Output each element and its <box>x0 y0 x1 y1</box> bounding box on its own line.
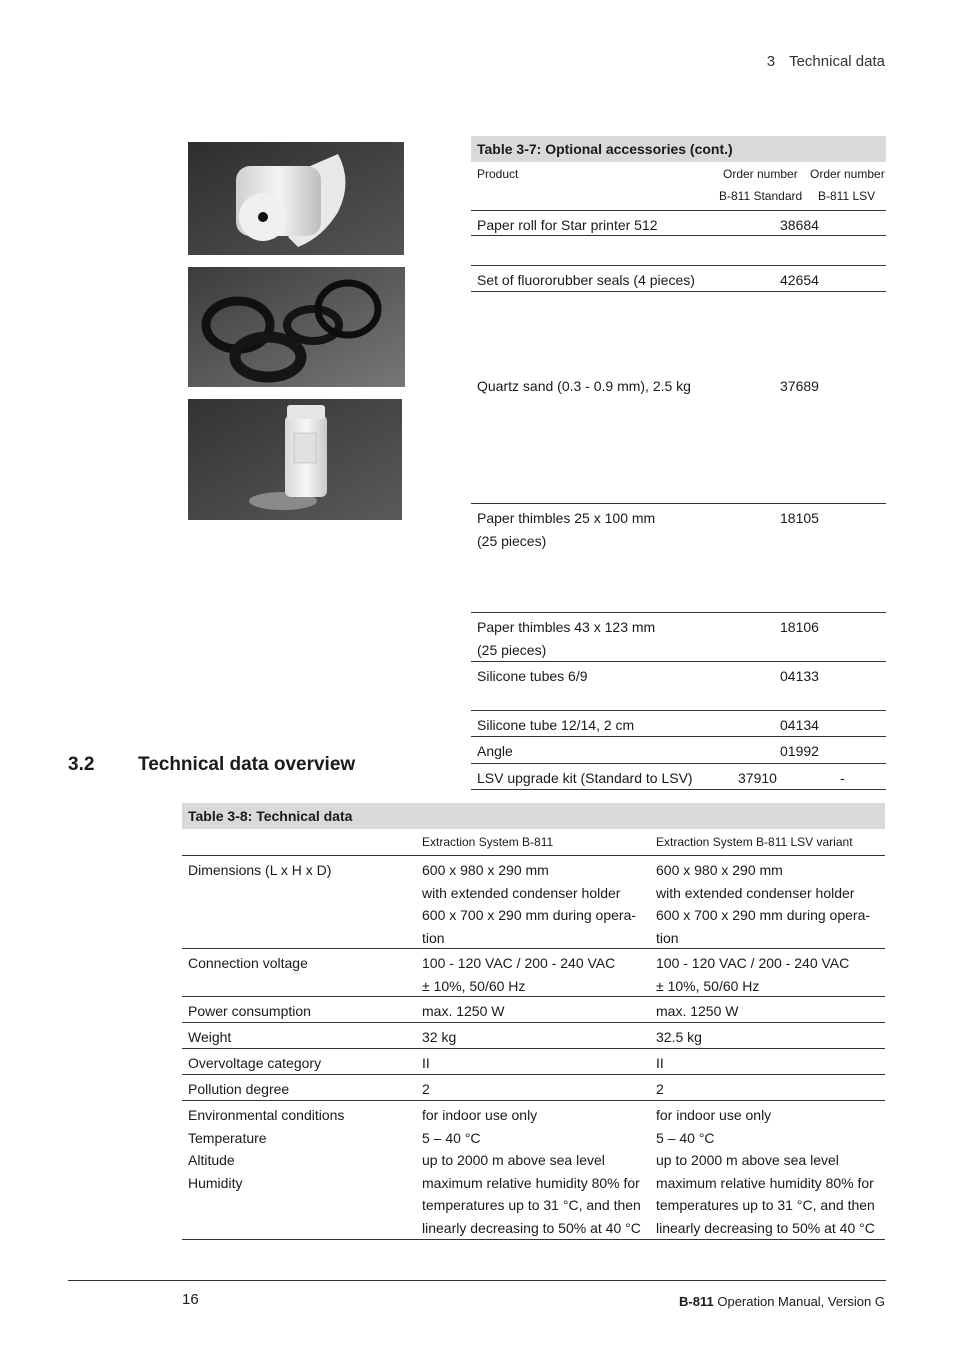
chapter-title: Technical data <box>789 53 885 70</box>
running-header <box>767 53 885 70</box>
header-product: Product <box>477 167 519 181</box>
cell-line: Environmental conditions <box>188 1107 345 1123</box>
table-row <box>182 997 885 1023</box>
cell-line: Pollution degree <box>188 1081 290 1097</box>
cell-line: Connection voltage <box>188 955 308 971</box>
product-line: Silicone tube 12/14, 2 cm <box>477 717 635 733</box>
lsv-value-cell <box>656 952 849 997</box>
order-number-standard: 01992 <box>780 743 819 759</box>
table-row <box>471 372 886 504</box>
standard-value-cell <box>422 1000 504 1023</box>
property-cell <box>188 1000 311 1023</box>
product-cell <box>477 375 691 398</box>
table-row <box>182 949 885 997</box>
cell-line: 100 - 120 VAC / 200 - 240 VAC <box>656 955 850 971</box>
cell-line: tion <box>422 929 445 946</box>
footer-doc-title: Operation Manual, Version G <box>713 1294 885 1309</box>
product-cell <box>477 214 658 237</box>
property-cell <box>188 859 331 882</box>
table-row <box>471 613 886 662</box>
order-number-standard: 04134 <box>780 717 819 733</box>
cell-line: ± 10%, 50/60 Hz <box>656 977 760 994</box>
product-line: Silicone tubes 6/9 <box>477 668 588 684</box>
property-cell <box>188 952 308 975</box>
order-number-standard: 37910 <box>738 770 777 786</box>
product-cell <box>477 507 655 553</box>
order-number-standard: 42654 <box>780 272 819 288</box>
product-line: (25 pieces) <box>477 533 547 549</box>
cell-line: for indoor use only <box>422 1107 538 1123</box>
product-line: Paper thimbles 43 x 123 mm <box>477 619 656 635</box>
table-body <box>471 211 886 790</box>
product-line: Angle <box>477 743 513 759</box>
cell-line: temperatures up to 31 °C, and then <box>656 1197 875 1214</box>
standard-value-cell <box>422 859 636 949</box>
cell-line: Power consumption <box>188 1003 311 1019</box>
footer-product: B-811 <box>679 1294 714 1309</box>
table-row <box>471 711 886 737</box>
footer-rule <box>68 1280 886 1281</box>
cell-line: 32 kg <box>422 1029 457 1045</box>
product-cell <box>477 767 693 790</box>
page-number: 16 <box>182 1291 199 1308</box>
lsv-value-cell <box>656 1026 702 1049</box>
property-cell <box>188 1078 289 1101</box>
accessories-table <box>471 136 886 790</box>
table-row <box>182 1075 885 1101</box>
table-header-row <box>471 162 886 211</box>
photo-seals <box>188 267 405 387</box>
section-title: Technical data overview <box>138 754 356 775</box>
product-line: Paper roll for Star printer 512 <box>477 217 658 233</box>
order-number-lsv: - <box>840 770 845 786</box>
cell-line: 32.5 kg <box>656 1029 702 1045</box>
table-row <box>182 1101 885 1240</box>
cell-line: with extended condenser holder <box>656 884 855 901</box>
lsv-value-cell <box>656 859 870 949</box>
header-lsv-line1: Order number <box>810 167 885 181</box>
order-number-standard: 18106 <box>780 619 819 635</box>
paper-roll-image <box>188 142 404 255</box>
product-cell <box>477 269 695 292</box>
cell-line: 5 – 40 °C <box>656 1129 715 1146</box>
table-row <box>471 764 886 790</box>
technical-data-table <box>182 803 885 1240</box>
cell-line: maximum relative humidity 80% for <box>422 1174 640 1191</box>
cell-line: 5 – 40 °C <box>422 1129 481 1146</box>
table-caption: Table 3-7: Optional accessories (cont.) <box>471 136 886 162</box>
standard-value-cell <box>422 952 615 997</box>
cell-line: maximum relative humidity 80% for <box>656 1174 874 1191</box>
standard-value-cell <box>422 1052 430 1075</box>
table-header-row <box>182 829 885 856</box>
table-row <box>471 662 886 711</box>
photo-paper-roll <box>188 142 404 255</box>
cell-line: ± 10%, 50/60 Hz <box>422 977 526 994</box>
lsv-value-cell <box>656 1052 664 1075</box>
header-std-line1: Order number <box>723 167 798 181</box>
table-row <box>471 266 886 372</box>
header-std-line2: B-811 Standard <box>719 189 803 203</box>
product-cell <box>477 616 655 662</box>
cell-line: Overvoltage category <box>188 1055 322 1071</box>
cell-line: for indoor use only <box>656 1107 772 1123</box>
table-row <box>471 504 886 613</box>
order-number-standard: 18105 <box>780 510 819 526</box>
cell-line: 600 x 700 x 290 mm during opera- <box>656 907 871 924</box>
product-line: Paper thimbles 25 x 100 mm <box>477 510 656 526</box>
cell-line: 600 x 980 x 290 mm <box>422 862 549 878</box>
product-line: Quartz sand (0.3 - 0.9 mm), 2.5 kg <box>477 378 691 394</box>
product-cell <box>477 665 588 688</box>
cell-line: Temperature <box>188 1129 267 1146</box>
cell-line: with extended condenser holder <box>422 884 621 901</box>
table-caption: Table 3-8: Technical data <box>182 803 885 829</box>
property-cell <box>188 1052 321 1075</box>
cell-line: 2 <box>656 1081 664 1097</box>
property-cell <box>188 1026 231 1049</box>
product-line: (25 pieces) <box>477 642 547 658</box>
cell-line: up to 2000 m above sea level <box>656 1152 839 1169</box>
photo-quartz-sand <box>188 399 402 520</box>
cell-line: temperatures up to 31 °C, and then <box>422 1197 641 1214</box>
table-body <box>182 856 885 1240</box>
cell-line: 2 <box>422 1081 430 1097</box>
cell-line: max. 1250 W <box>656 1003 739 1019</box>
cell-line: max. 1250 W <box>422 1003 505 1019</box>
product-cell <box>477 714 634 737</box>
table-row <box>471 236 886 266</box>
cell-line: II <box>656 1055 664 1071</box>
header-standard: Extraction System B-811 <box>422 835 554 849</box>
cell-line: tion <box>656 929 679 946</box>
cell-line: 600 x 980 x 290 mm <box>656 862 783 878</box>
cell-line: II <box>422 1055 430 1071</box>
cell-line: linearly decreasing to 50% at 40 °C <box>422 1219 641 1236</box>
cell-line: Dimensions (L x H x D) <box>188 862 332 878</box>
seals-image <box>188 267 405 387</box>
standard-value-cell <box>422 1104 641 1240</box>
order-number-standard: 38684 <box>780 217 819 233</box>
quartz-sand-bottle-image <box>188 399 402 520</box>
header-lsv: Extraction System B-811 LSV variant <box>656 835 853 849</box>
cell-line: 100 - 120 VAC / 200 - 240 VAC <box>422 955 616 971</box>
cell-line: Humidity <box>188 1174 243 1191</box>
table-row <box>182 856 885 949</box>
order-number-standard: 37689 <box>780 378 819 394</box>
lsv-value-cell <box>656 1000 738 1023</box>
standard-value-cell <box>422 1078 430 1101</box>
property-cell <box>188 1104 344 1194</box>
header-lsv-line2: B-811 LSV <box>818 189 876 203</box>
product-line: LSV upgrade kit (Standard to LSV) <box>477 770 693 786</box>
row-separator <box>471 291 886 292</box>
cell-line: Altitude <box>188 1152 235 1169</box>
lsv-value-cell <box>656 1104 875 1240</box>
cell-line: linearly decreasing to 50% at 40 °C <box>656 1219 875 1236</box>
footer-document-title <box>679 1294 885 1309</box>
order-number-standard: 04133 <box>780 668 819 684</box>
cell-line: 600 x 700 x 290 mm during opera- <box>422 907 637 924</box>
table-row <box>182 1049 885 1075</box>
table-row <box>471 211 886 236</box>
cell-line: Weight <box>188 1029 232 1045</box>
section-number: 3.2 <box>68 754 95 775</box>
cell-line: up to 2000 m above sea level <box>422 1152 605 1169</box>
table-row <box>471 737 886 764</box>
lsv-value-cell <box>656 1078 664 1101</box>
product-line: Set of fluororubber seals (4 pieces) <box>477 272 695 288</box>
table-row <box>182 1023 885 1049</box>
product-cell <box>477 740 513 763</box>
chapter-number: 3 <box>766 53 776 70</box>
section-heading <box>68 754 355 776</box>
standard-value-cell <box>422 1026 456 1049</box>
